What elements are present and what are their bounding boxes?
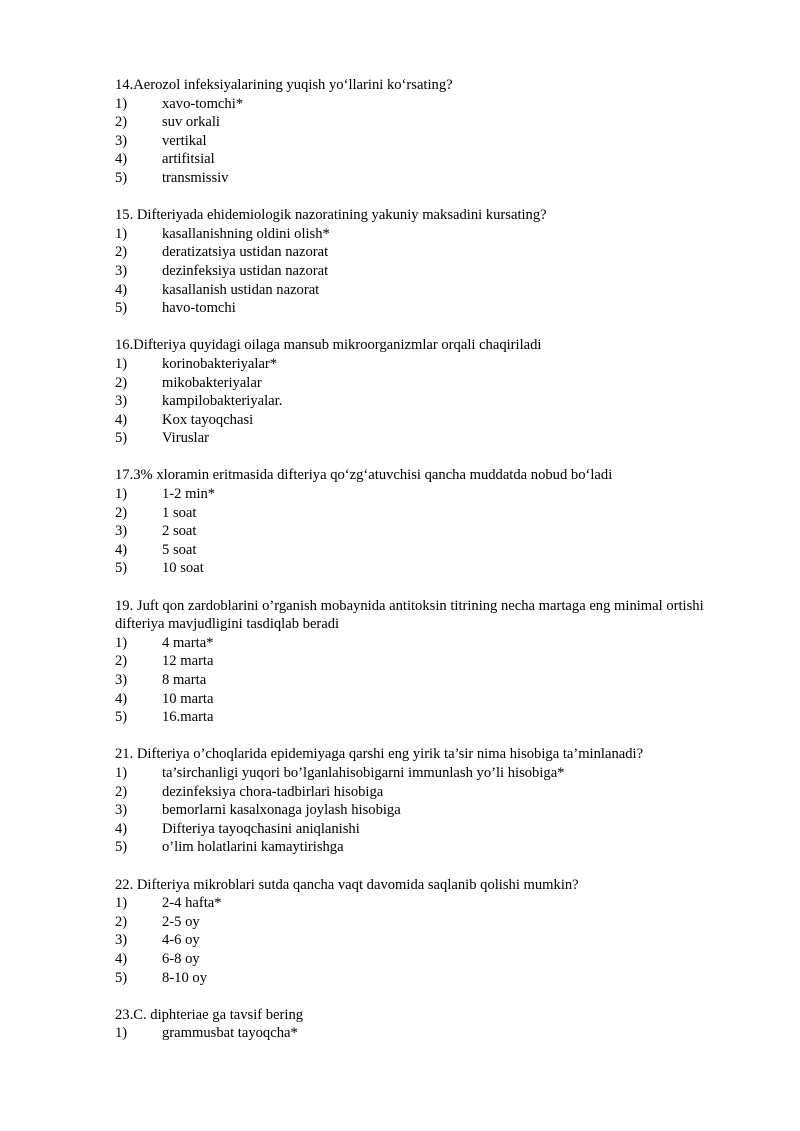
question-text: 23.C. diphteriae ga tavsif bering <box>115 1006 304 1023</box>
answer-option <box>115 838 755 857</box>
answer-option <box>115 541 755 560</box>
answer-option <box>115 243 755 262</box>
answer-option <box>115 894 755 913</box>
question-block <box>115 1006 755 1043</box>
option-text: 2-5 oy <box>162 913 200 930</box>
option-number: 1) <box>115 355 128 372</box>
question-block <box>115 745 755 857</box>
option-text: o’lim holatlarini kamaytirishga <box>162 839 344 856</box>
question-text: 22. Difteriya mikroblari sutda qancha vaqt davomida saqlanib qolishi mumkin? <box>115 876 579 893</box>
answer-option <box>115 132 755 151</box>
answer-option <box>115 225 755 244</box>
option-number: 5) <box>115 300 128 317</box>
option-text: havo-tomchi <box>162 300 236 317</box>
option-number: 3) <box>115 393 128 410</box>
question-block <box>115 206 755 318</box>
option-text: 1 soat <box>162 504 197 521</box>
answer-option <box>115 783 755 802</box>
option-text: ta’sirchanligi yuqori bo’lganlahisobigarni immunlash yo’li hisobiga* <box>162 764 565 781</box>
option-number: 1) <box>115 764 128 781</box>
option-number: 3) <box>115 932 128 949</box>
question-text: 15. Difteriyada ehidemiologik nazoratining yakuniy maksadini kursating? <box>115 207 547 224</box>
option-text: suv orkali <box>162 114 220 131</box>
option-text: 10 marta <box>162 690 214 707</box>
option-number: 1) <box>115 1025 128 1042</box>
answer-option <box>115 820 755 839</box>
question-block <box>115 336 755 448</box>
option-number: 1) <box>115 486 128 503</box>
question-text: 21. Difteriya o’choqlarida epidemiyaga qarshi eng yirik ta’sir nima hisobiga ta’minlanadi? <box>115 746 644 763</box>
option-text: 2-4 hafta* <box>162 895 222 912</box>
answer-option <box>115 392 755 411</box>
option-number: 4) <box>115 541 128 558</box>
document-page <box>115 76 755 1061</box>
option-text: grammusbat tayoqcha* <box>162 1025 298 1042</box>
option-number: 1) <box>115 895 128 912</box>
option-text: 1-2 min* <box>162 486 216 503</box>
answer-option <box>115 95 755 114</box>
question-text: 19. Juft qon zardoblarini o’rganish mobaynida antitoksin titrining necha martaga eng minimal ortishi difteriya mavjudligini tasdiqlab beradi <box>115 597 704 633</box>
option-number: 2) <box>115 783 128 800</box>
answer-option <box>115 374 755 393</box>
option-number: 5) <box>115 969 128 986</box>
option-number: 2) <box>115 504 128 521</box>
option-text: bemorlarni kasalxonaga joylash hisobiga <box>162 802 401 819</box>
answer-option <box>115 113 755 132</box>
option-number: 3) <box>115 132 128 149</box>
option-text: 16.marta <box>162 709 214 726</box>
option-text: 4 marta* <box>162 634 214 651</box>
option-number: 4) <box>115 151 128 168</box>
option-text: 6-8 oy <box>162 950 200 967</box>
option-number: 2) <box>115 244 128 261</box>
option-text: Kox tayoqchasi <box>162 411 254 428</box>
option-number: 3) <box>115 672 128 688</box>
option-number: 4) <box>115 690 128 707</box>
answer-option <box>115 150 755 169</box>
answer-option <box>115 262 755 281</box>
answer-option <box>115 411 755 430</box>
option-number: 5) <box>115 839 128 856</box>
option-text: 10 soat <box>162 560 204 577</box>
option-text: kasallanish ustidan nazorat <box>162 281 320 298</box>
answer-option <box>115 708 755 727</box>
question-block <box>115 76 755 188</box>
answer-option <box>115 485 755 504</box>
option-text: 5 soat <box>162 541 197 558</box>
option-number: 3) <box>115 523 128 540</box>
question-text: 16.Difteriya quyidagi oilaga mansub mikroorganizmlar orqali chaqiriladi <box>115 337 542 354</box>
option-text: dezinfeksiya chora-tadbirlari hisobiga <box>162 783 384 800</box>
option-text: 2 soat <box>162 523 197 540</box>
option-number: 4) <box>115 950 128 967</box>
answer-option <box>115 355 755 374</box>
answer-option <box>115 634 755 653</box>
option-number: 2) <box>115 913 128 930</box>
option-text: Difteriya tayoqchasini aniqlanishi <box>162 820 360 837</box>
option-text: kampilobakteriyalar. <box>162 393 283 410</box>
answer-option <box>115 690 755 709</box>
answer-option <box>115 504 755 523</box>
answer-option <box>115 671 755 690</box>
option-text: dezinfeksiya ustidan nazorat <box>162 262 329 279</box>
answer-option <box>115 281 755 300</box>
option-text: vertikal <box>162 132 207 149</box>
option-text: 4-6 oy <box>162 932 200 949</box>
option-text: deratizatsiya ustidan nazorat <box>162 244 329 261</box>
option-text: 8 marta <box>162 672 207 688</box>
answer-option <box>115 559 755 578</box>
question-text: 14.Aerozol infeksiyalarining yuqish yo‘llarini ko‘rsating? <box>115 77 453 93</box>
option-number: 4) <box>115 411 128 428</box>
option-text: xavo-tomchi* <box>162 95 244 112</box>
answer-option <box>115 652 755 671</box>
option-text: 8-10 oy <box>162 969 207 986</box>
question-block <box>115 597 755 727</box>
option-text: korinobakteriyalar* <box>162 355 278 372</box>
option-number: 1) <box>115 634 128 651</box>
answer-option <box>115 764 755 783</box>
option-number: 5) <box>115 709 128 726</box>
option-text: kasallanishning oldini olish* <box>162 225 330 242</box>
question-block <box>115 876 755 988</box>
answer-option <box>115 931 755 950</box>
option-text: 12 marta <box>162 653 214 670</box>
option-text: Viruslar <box>162 430 209 447</box>
option-number: 4) <box>115 281 128 298</box>
option-number: 4) <box>115 820 128 837</box>
option-number: 2) <box>115 114 128 131</box>
answer-option <box>115 801 755 820</box>
option-text: mikobakteriyalar <box>162 374 262 391</box>
option-text: artifitsial <box>162 151 215 168</box>
answer-option <box>115 169 755 188</box>
answer-option <box>115 913 755 932</box>
option-number: 2) <box>115 374 128 391</box>
option-number: 1) <box>115 95 128 112</box>
answer-option <box>115 299 755 318</box>
option-text: transmissiv <box>162 169 229 186</box>
option-number: 3) <box>115 802 128 819</box>
answer-option <box>115 1024 755 1043</box>
option-number: 3) <box>115 262 128 279</box>
answer-option <box>115 950 755 969</box>
question-text: 17.3% xloramin eritmasida difteriya qo‘zg‘atuvchisi qancha muddatda nobud bo‘ladi <box>115 467 613 484</box>
option-number: 5) <box>115 560 128 577</box>
answer-option <box>115 522 755 541</box>
answer-option <box>115 429 755 448</box>
question-block <box>115 466 755 578</box>
option-number: 1) <box>115 225 128 242</box>
option-number: 5) <box>115 169 128 186</box>
option-number: 2) <box>115 653 128 670</box>
option-number: 5) <box>115 430 128 447</box>
answer-option <box>115 969 755 988</box>
